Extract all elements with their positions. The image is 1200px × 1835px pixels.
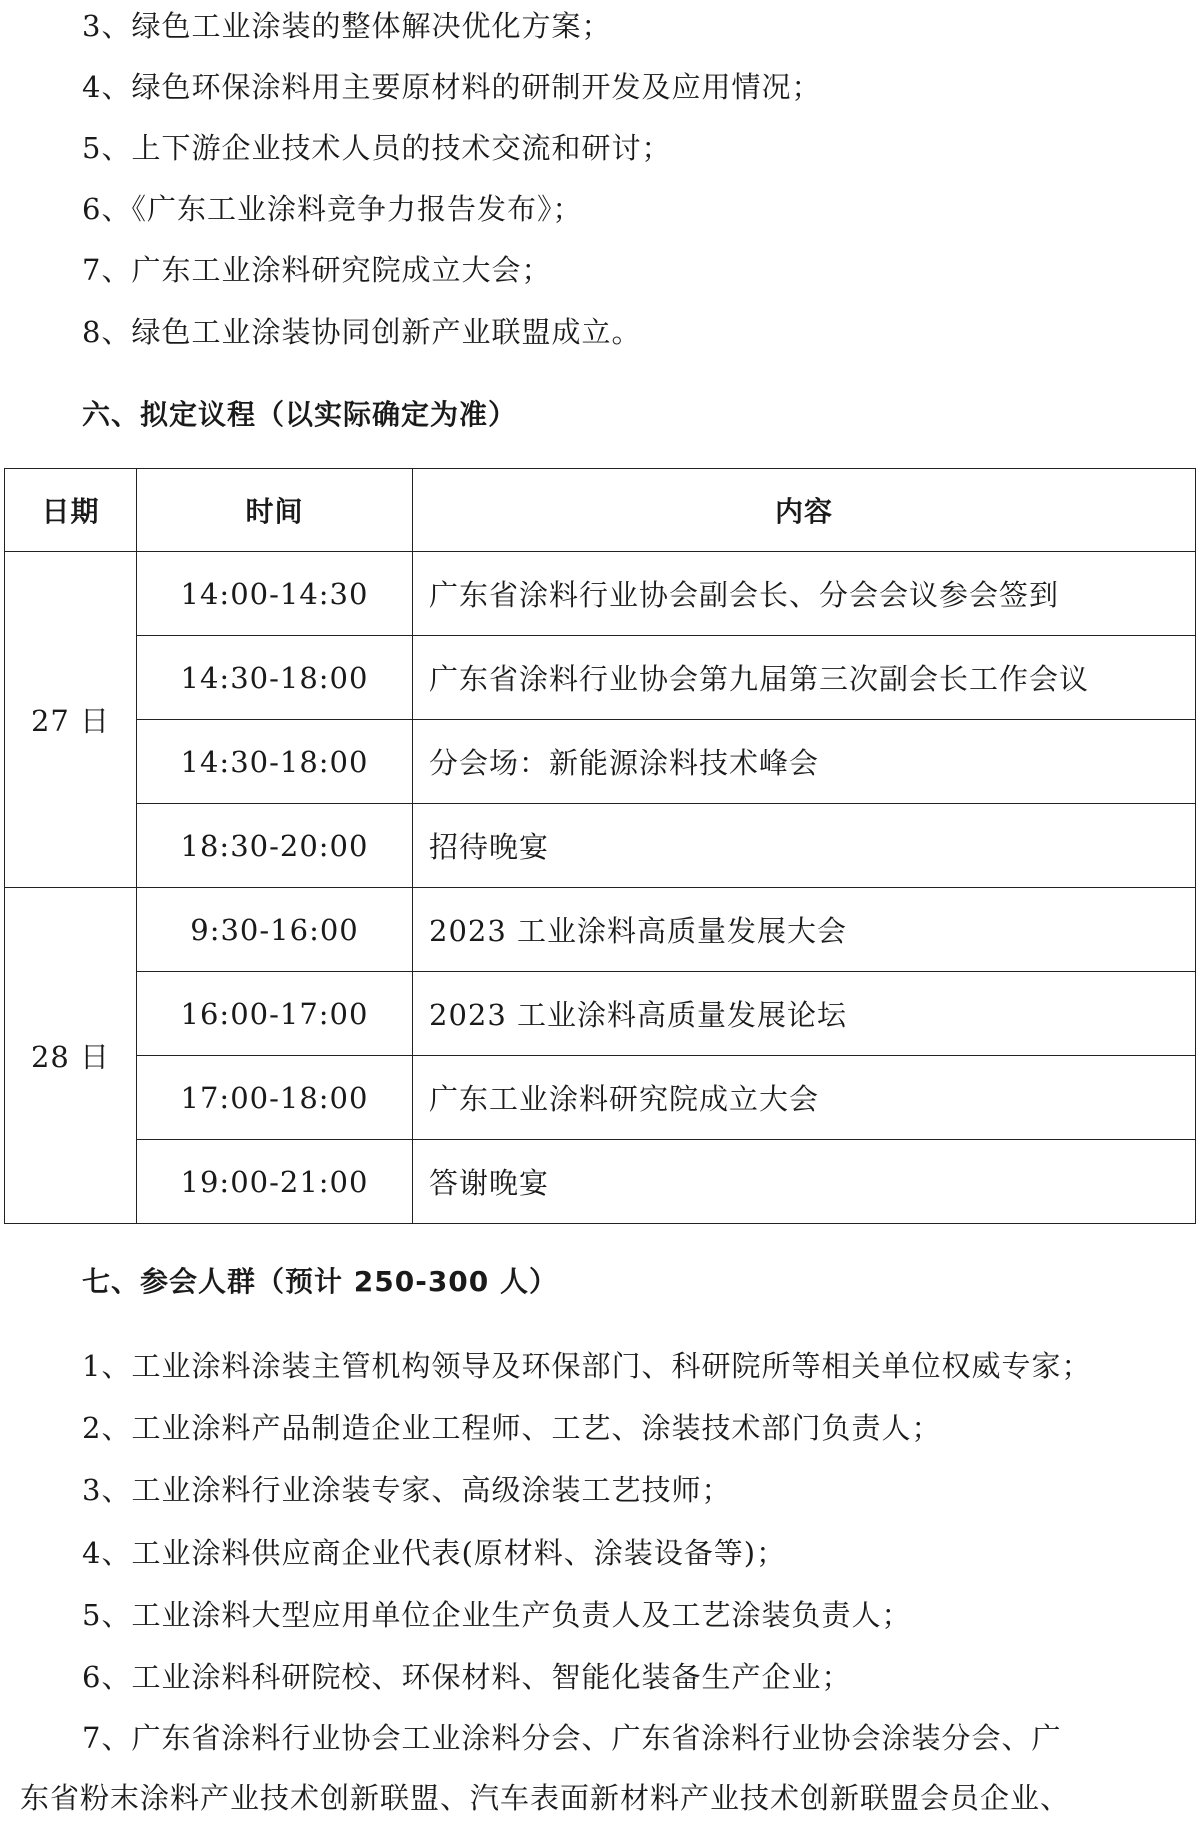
table-row: [5, 720, 1196, 804]
content-cell: 2023 工业涂料高质量发展大会: [413, 888, 1196, 972]
agenda-heading: 六、拟定议程（以实际确定为准）: [82, 398, 518, 431]
goal-item: 4、绿色环保涂料用主要原材料的研制开发及应用情况；: [82, 70, 822, 104]
header-time: 时间: [137, 469, 413, 552]
attendee-item: 6、工业涂料科研院校、环保材料、智能化装备生产企业；: [82, 1660, 852, 1694]
attendee-item-continued: 东省粉末涂料产业技术创新联盟、汽车表面新材料产业技术创新联盟会员企业、: [20, 1781, 1071, 1815]
content-cell: 广东工业涂料研究院成立大会: [413, 1056, 1196, 1140]
attendee-item: 3、工业涂料行业涂装专家、高级涂装工艺技师；: [82, 1473, 732, 1507]
attendee-item: 5、工业涂料大型应用单位企业生产负责人及工艺涂装负责人；: [82, 1598, 912, 1632]
time-cell: 14:30-18:00: [137, 720, 413, 804]
table-row: [5, 636, 1196, 720]
table-row: [5, 1140, 1196, 1224]
time-cell: 17:00-18:00: [137, 1056, 413, 1140]
content-cell: 招待晚宴: [413, 804, 1196, 888]
time-cell: 9:30-16:00: [137, 888, 413, 972]
table-row: [5, 888, 1196, 972]
goal-item: 5、上下游企业技术人员的技术交流和研讨；: [82, 131, 672, 165]
goal-item: 6、《广东工业涂料竞争力报告发布》；: [82, 192, 583, 226]
time-cell: 14:00-14:30: [137, 552, 413, 636]
header-content: 内容: [413, 469, 1196, 552]
date-cell: 27 日: [5, 552, 137, 888]
goal-item: 3、绿色工业涂装的整体解决优化方案；: [82, 9, 612, 43]
attendees-heading: 七、参会人群（预计 250-300 人）: [82, 1265, 559, 1298]
date-cell: 28 日: [5, 888, 137, 1224]
content-cell: 广东省涂料行业协会副会长、分会会议参会签到: [413, 552, 1196, 636]
table-row: [5, 1056, 1196, 1140]
attendee-item: 4、工业涂料供应商企业代表(原材料、涂装设备等)；: [82, 1536, 787, 1570]
content-cell: 2023 工业涂料高质量发展论坛: [413, 972, 1196, 1056]
agenda-header-row: [5, 469, 1196, 552]
header-date: 日期: [5, 469, 137, 552]
time-cell: 19:00-21:00: [137, 1140, 413, 1224]
agenda-table: [4, 468, 1196, 1224]
goal-item: 7、广东工业涂料研究院成立大会；: [82, 253, 552, 287]
attendee-item: 2、工业涂料产品制造企业工程师、工艺、涂装技术部门负责人；: [82, 1411, 942, 1445]
content-cell: 分会场：新能源涂料技术峰会: [413, 720, 1196, 804]
goal-item: 8、绿色工业涂装协同创新产业联盟成立。: [82, 315, 642, 349]
table-row: [5, 552, 1196, 636]
content-cell: 广东省涂料行业协会第九届第三次副会长工作会议: [413, 636, 1196, 720]
content-cell: 答谢晚宴: [413, 1140, 1196, 1224]
attendee-item: 7、广东省涂料行业协会工业涂料分会、广东省涂料行业协会涂装分会、广: [82, 1721, 1062, 1755]
time-cell: 16:00-17:00: [137, 972, 413, 1056]
table-row: [5, 804, 1196, 888]
time-cell: 18:30-20:00: [137, 804, 413, 888]
table-row: [5, 972, 1196, 1056]
attendee-item: 1、工业涂料涂装主管机构领导及环保部门、科研院所等相关单位权威专家；: [82, 1349, 1092, 1383]
time-cell: 14:30-18:00: [137, 636, 413, 720]
